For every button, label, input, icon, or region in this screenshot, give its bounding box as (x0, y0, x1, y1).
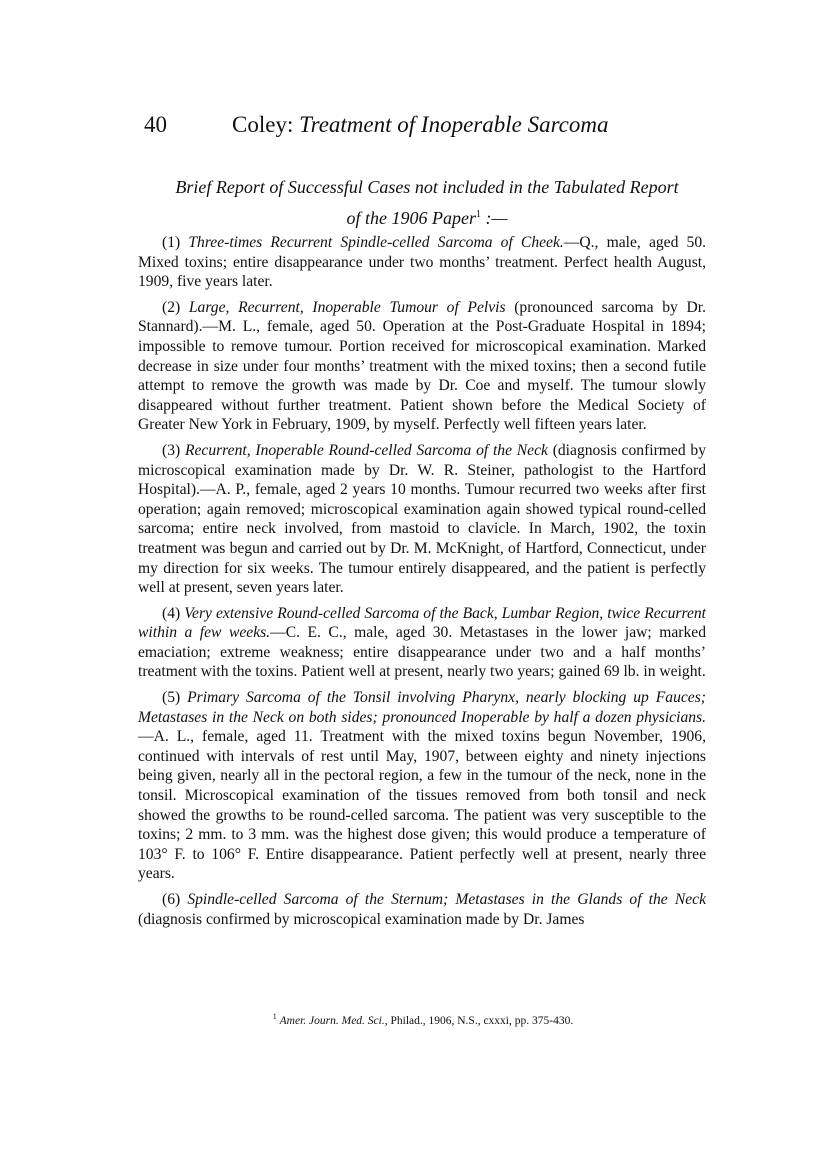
running-title (232, 112, 609, 138)
section-heading (150, 174, 704, 232)
case-number: (3) (162, 441, 181, 459)
case-title: Very extensive Round-celled Sarcoma of the Back, Lumbar Region, twice Recurrent within a few weeks. (138, 604, 706, 642)
case-report-6 (138, 890, 706, 929)
title-separator: : (286, 112, 300, 137)
case-title: Three-times Recurrent Spindle-celled Sarcoma of Cheek. (188, 234, 564, 251)
case-text: (diagnosis confirmed by microscopical examination made by Dr. James (138, 910, 585, 928)
author-name: Coley (232, 112, 287, 137)
case-number: (2) (162, 298, 181, 316)
case-report-5 (138, 688, 706, 884)
case-text: —Q., male, aged 50. Mixed toxins; entire disappearance under two months’ treatment. Perfect health August, 1909, five years later. (138, 234, 707, 291)
running-header (144, 112, 684, 148)
case-number: (4) (162, 604, 181, 622)
case-text: —C. E. C., male, aged 30. Metastases in the lower jaw; marked emaciation; extreme weakness; entire disappearance under two and a half months’ treatment with the toxins. Patient well at present, nearly two years; gained 69 lb. in weight. (138, 624, 706, 681)
case-reports (138, 233, 706, 935)
case-number: (1) (162, 234, 181, 251)
case-title: Recurrent, Inoperable Round-celled Sarcoma of the Neck (184, 441, 548, 459)
page-number: 40 (144, 112, 167, 137)
footnote-citation: , Philad., 1906, N.S., cxxxi, pp. 375-430. (384, 1014, 574, 1027)
heading-line-1: Brief Report of Successful Cases not included in the Tabulated Report (175, 177, 679, 197)
case-title: Spindle-celled Sarcoma of the Sternum; Metastases in the Glands of the Neck (187, 891, 707, 908)
case-number: (5) (162, 689, 181, 707)
heading-line-2-suffix: :— (480, 208, 508, 228)
case-report-4 (138, 604, 706, 682)
case-text: (diagnosis confirmed by microscopical examination made by Dr. W. R. Steiner, pathologist to the Hartford Hospital).—A. P., female, aged 2 years 10 months. Tumour recurred two weeks after first operation; again removed; microscopical examination again showed typical round-celled sarcoma; entire neck involved, from mastoid to clavicle. In March, 1902, the toxin treatment was begun and carried out by Dr. M. McKnight, of Hartford, Connecticut, under my direction for six weeks. The tumour entirely disappeared, and the patient is perfectly well at present, seven years later. (138, 441, 706, 597)
case-title: Primary Sarcoma of the Tonsil involving Pharynx, nearly blocking up Fauces; Metastases in the Neck on both sides; pronounced Inoperable by half a dozen physicians. (138, 689, 706, 726)
footnote-mark: 1 (272, 1012, 277, 1021)
footnote-reference: 1 (475, 209, 481, 220)
case-report-3 (138, 441, 706, 598)
footnote-journal: Amer. Journ. Med. Sci. (279, 1014, 385, 1027)
footnote (140, 1012, 706, 1027)
article-title: Treatment of Inoperable Sarcoma (299, 112, 609, 137)
case-title: Large, Recurrent, Inoperable Tumour of Pelvis (188, 298, 506, 316)
case-text: (pronounced sarcoma by Dr. Stannard).—M. L., female, aged 50. Operation at the Post-Graduate Hospital in 1894; impossible to remove tumour. Portion received for microscopical examination. Marked decrease in size under four months’ treatment with the mixed toxins; then a second futile attempt to remove the growth was made by Dr. Coe and myself. The tumour slowly disappeared without further treatment. Patient shown before the Medical Society of Greater New York in February, 1909, by myself. Perfectly well fifteen years later. (138, 298, 706, 434)
case-number: (6) (162, 891, 181, 908)
heading-line-2 (150, 201, 704, 232)
case-report-1 (138, 233, 706, 292)
heading-line-2-text: of the 1906 Paper (346, 208, 476, 228)
case-text: —A. L., female, aged 11. Treatment with the mixed toxins begun November, 1906, continued with intervals of rest until May, 1907, between eighty and ninety injections being given, nearly all in the pectoral region, a few in the tumour of the neck, none in the tonsil. Microscopical examination of the tissues removed from both tonsil and neck showed the growths to be round-celled sarcoma. The patient was very susceptible to the toxins; 2 mm. to 3 mm. was the highest dose given; this would produce a temperature of 103° F. to 106° F. Entire disappearance. Patient perfectly well at present, nearly three years. (138, 728, 706, 883)
case-report-2 (138, 298, 706, 435)
